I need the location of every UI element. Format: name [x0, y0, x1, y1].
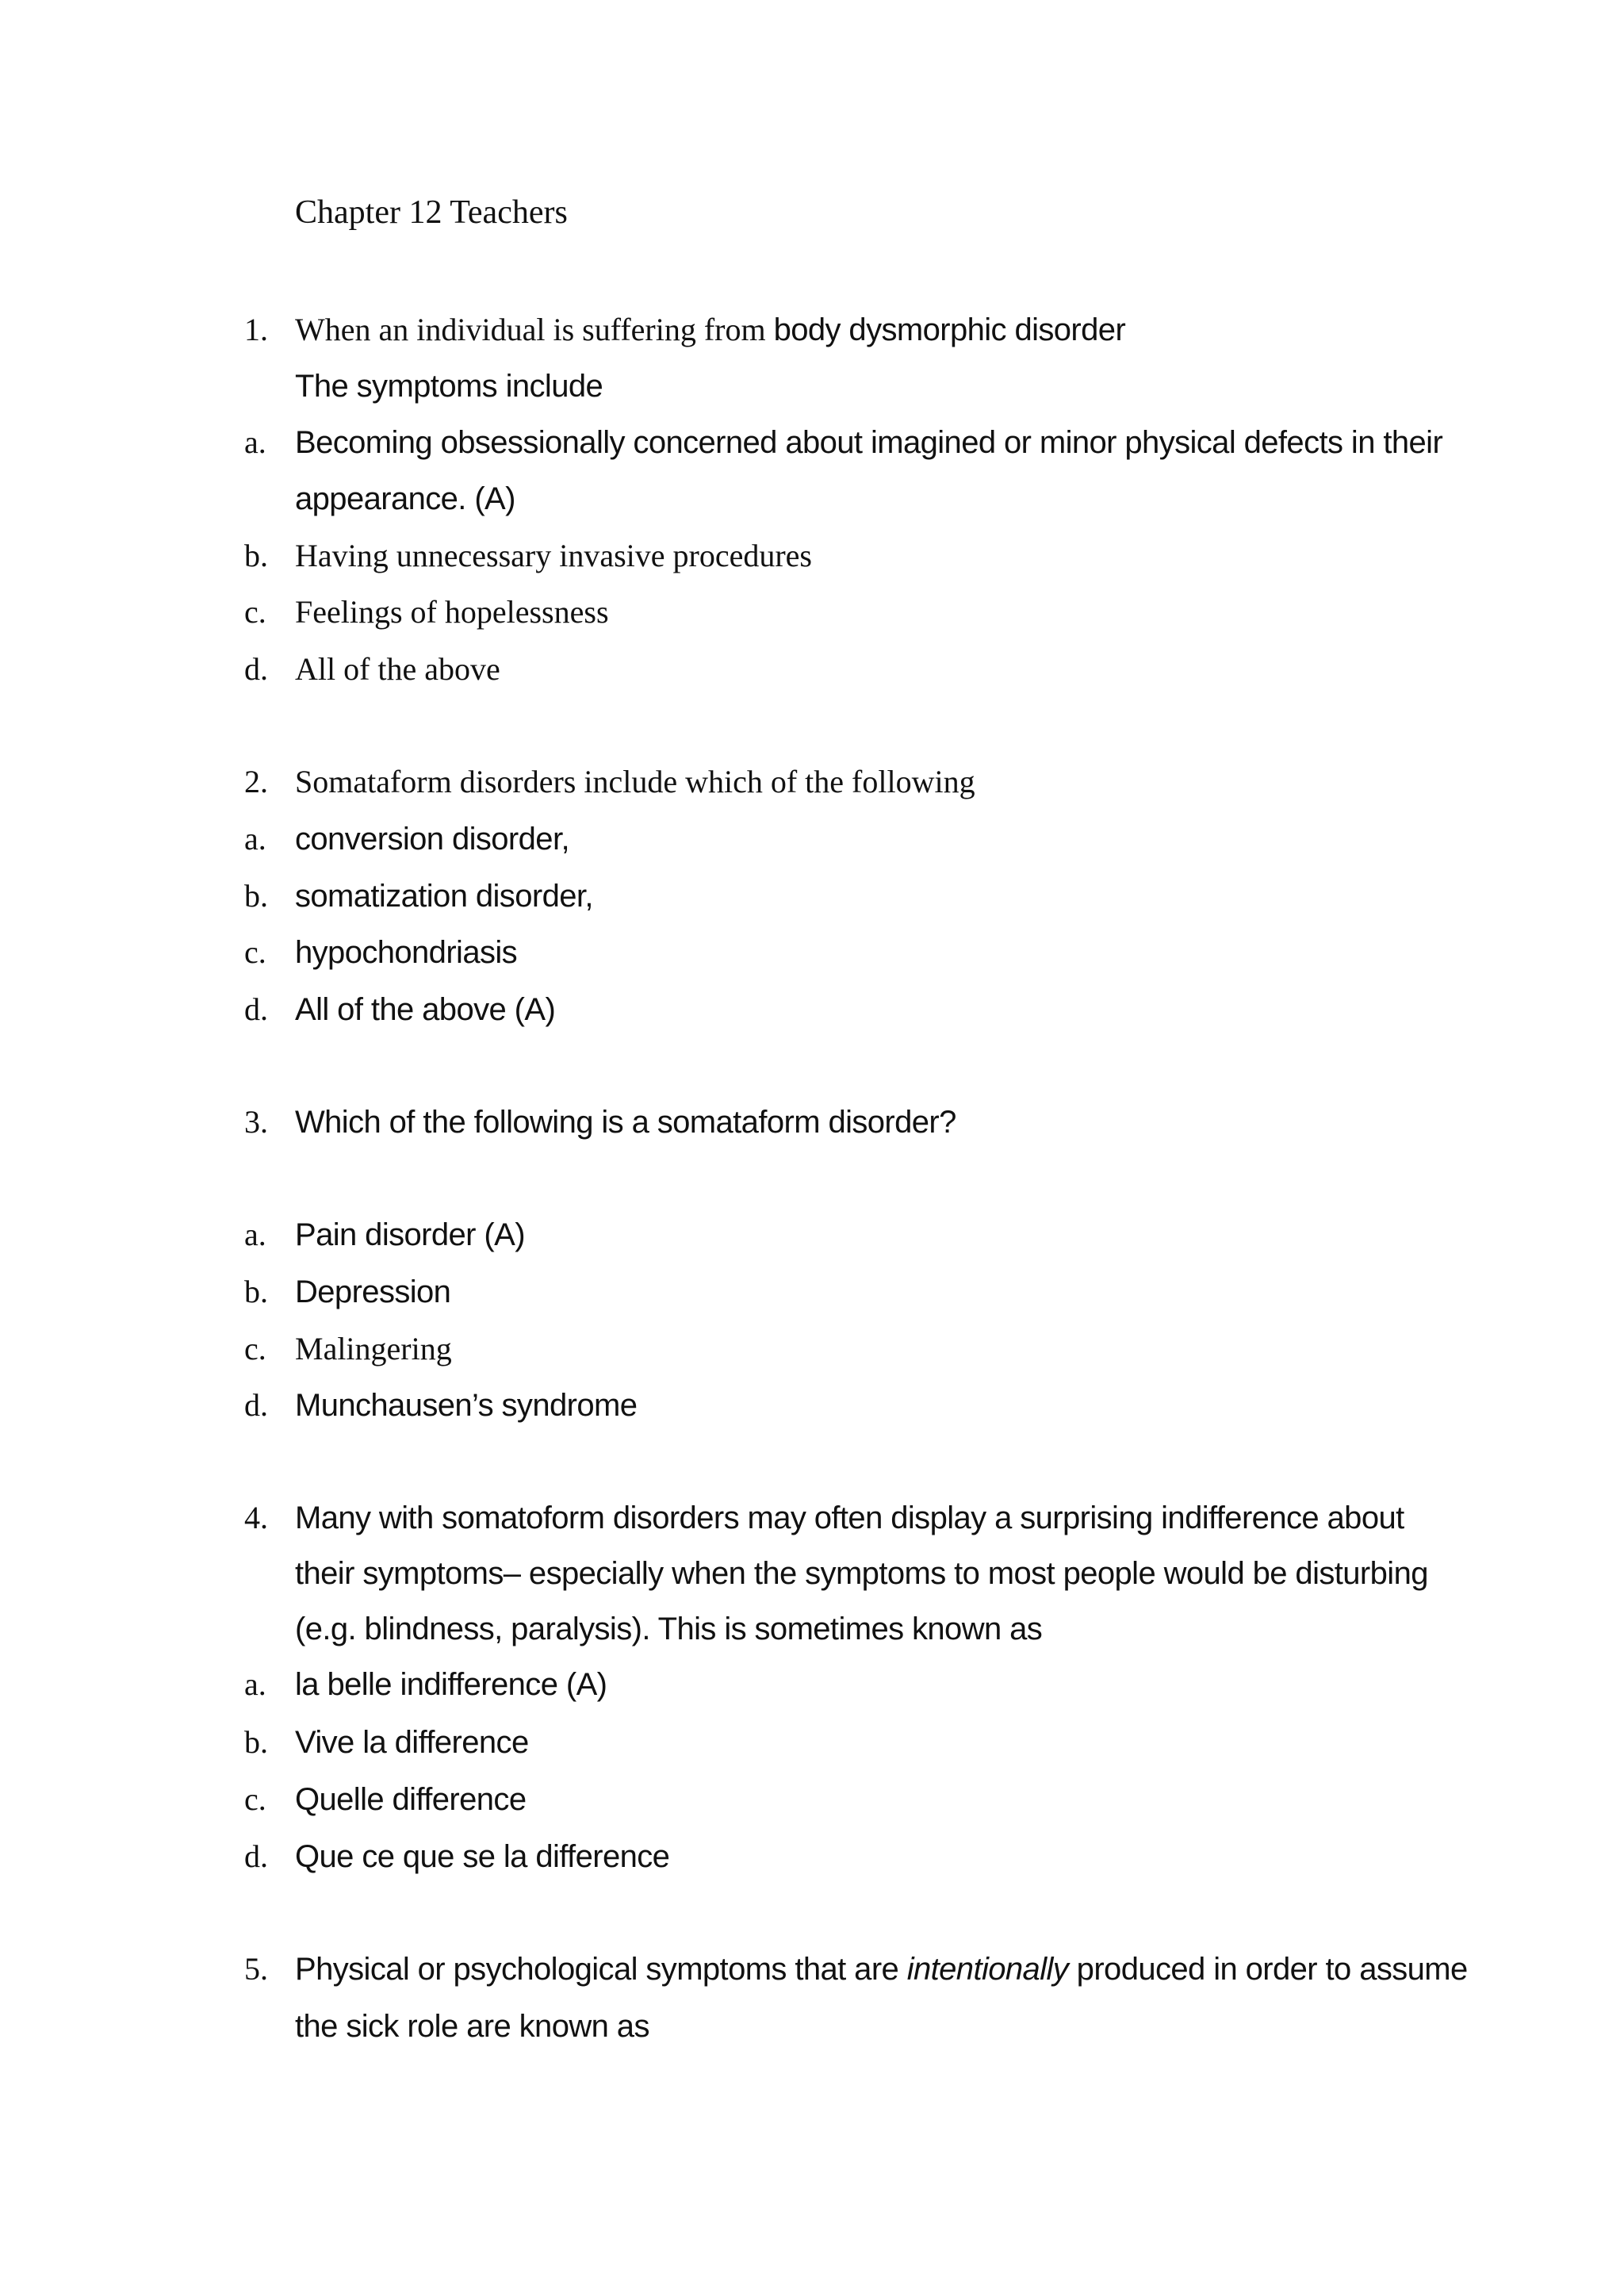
stem-text: produced in order to assume	[1068, 1952, 1468, 1987]
question-stem-line-2: The symptoms include	[295, 369, 603, 404]
question-number: 2.	[244, 764, 268, 799]
stem-text-serif: When an individual is suffering from	[295, 312, 774, 347]
option-text: Pain disorder (A)	[295, 1217, 525, 1252]
option-label: b.	[244, 538, 268, 573]
question-stem-line-2: the sick role are known as	[295, 2009, 649, 2044]
option-text: Que ce que se la difference	[295, 1839, 670, 1874]
option-text: Vive la difference	[295, 1725, 529, 1760]
question-stem-line-2: their symptoms– especially when the symptoms to most people would be disturbing	[295, 1556, 1428, 1591]
option-label: b.	[244, 878, 268, 914]
option-text: la belle indifference (A)	[295, 1667, 607, 1702]
option-label: d.	[244, 1838, 268, 1874]
option-label: a.	[244, 424, 266, 460]
option-label: c.	[244, 934, 266, 970]
question-stem	[295, 311, 1125, 349]
option-label: c.	[244, 1781, 266, 1817]
stem-emphasis: intentionally	[906, 1952, 1069, 1987]
option-text-line-2: appearance. (A)	[295, 481, 515, 516]
question-number: 4.	[244, 1500, 268, 1535]
question-stem: Which of the following is a somataform disorder?	[295, 1105, 956, 1140]
question-stem	[295, 1950, 1468, 1988]
document-title: Chapter 12 Teachers	[295, 194, 568, 231]
question-stem: Many with somatoform disorders may often display a surprising indifference about	[295, 1501, 1404, 1535]
option-text: conversion disorder,	[295, 822, 569, 857]
option-label: b.	[244, 1724, 268, 1760]
option-text: Feelings of hopelessness	[295, 594, 609, 630]
option-label: d.	[244, 1387, 268, 1423]
question-number: 1.	[244, 312, 268, 347]
option-text: hypochondriasis	[295, 935, 518, 970]
option-label: a.	[244, 821, 266, 857]
stem-text-sans: body dysmorphic disorder	[773, 312, 1126, 347]
option-label: c.	[244, 1331, 266, 1366]
stem-text: Physical or psychological symptoms that are	[295, 1952, 907, 1987]
option-label: d.	[244, 651, 268, 687]
option-text: Depression	[295, 1274, 451, 1309]
option-label: b.	[244, 1274, 268, 1309]
option-text: Having unnecessary invasive procedures	[295, 538, 812, 573]
question-stem-line-3: (e.g. blindness, paralysis). This is sometimes known as	[295, 1612, 1043, 1646]
option-text: Munchausen’s syndrome	[295, 1388, 638, 1423]
option-text: All of the above (A)	[295, 992, 556, 1027]
option-text: Malingering	[295, 1331, 452, 1366]
option-text: somatization disorder,	[295, 879, 593, 914]
option-text: Quelle difference	[295, 1782, 527, 1817]
option-label: a.	[244, 1666, 266, 1702]
question-number: 5.	[244, 1951, 268, 1987]
option-text: All of the above	[295, 651, 500, 687]
option-label: d.	[244, 991, 268, 1027]
question-stem: Somataform disorders include which of the following	[295, 764, 975, 799]
question-number: 3.	[244, 1104, 268, 1140]
option-text: Becoming obsessionally concerned about imagined or minor physical defects in their	[295, 425, 1443, 460]
option-label: a.	[244, 1217, 266, 1252]
option-label: c.	[244, 594, 266, 630]
